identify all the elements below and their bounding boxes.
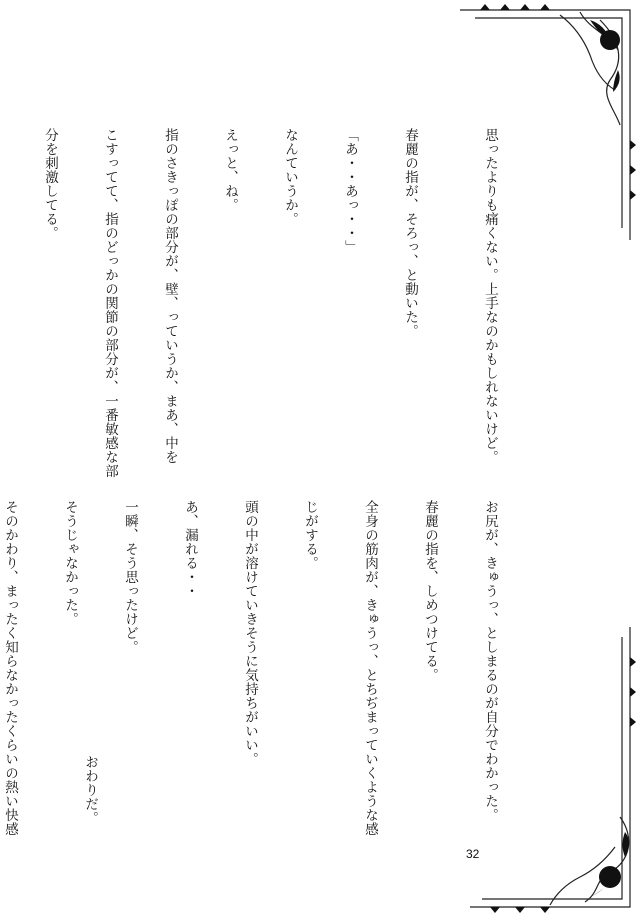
text-line: 春麗の指を、しめつけてる。 [422,500,438,682]
text-line: そうじゃなかった。 [62,500,78,626]
story-text-top-section [0,128,540,478]
text-line: そのかわり、まったく知らなかったくらいの熱い快感 [2,500,18,836]
text-line: えっと、ね。 [222,128,238,212]
page-number: 32 [466,847,480,861]
text-line: 「あ・・あっ・・」 [342,128,358,254]
text-line: なんていうか。 [282,128,298,226]
text-line: 思ったよりも痛くない。上手なのかもしれないけど。 [482,128,498,464]
text-line: 指のさきっぽの部分が、壁、っていうか、まあ、中を [162,128,178,464]
text-line: 分を刺激してる。 [42,128,58,240]
text-line: じがする。 [302,500,318,570]
text-line: 頭の中が溶けていきそうに気持ちがいい。 [242,500,258,766]
text-line: 一瞬、そう思ったけど。 [122,500,138,654]
ending-text: おわりだ。 [82,755,98,825]
text-line: 全身の筋肉が、きゅうっ、とちぢまっていくような感 [362,500,378,836]
text-line: こすってて、指のどっかの関節の部分が、一番敏感な部 [102,128,118,478]
text-line: あ、漏れる・・ [182,500,198,598]
text-line: 春麗の指が、そろっ、と動いた。 [402,128,418,338]
text-line: お尻が、きゅうっ、としまるのが自分でわかった。 [482,500,498,822]
